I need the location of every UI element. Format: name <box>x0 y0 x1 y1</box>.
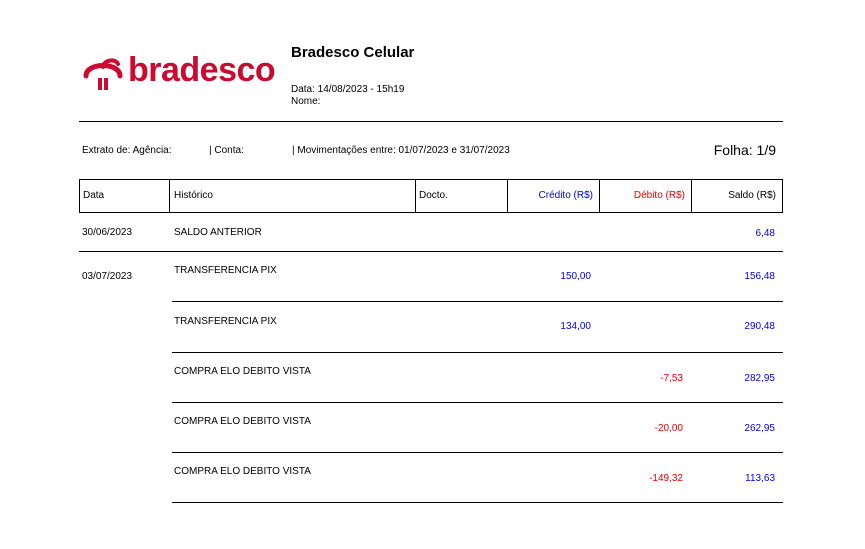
row-description: COMPRA ELO DEBITO VISTA <box>174 416 311 427</box>
row-credit: 134,00 <box>560 321 591 332</box>
row-date: 03/07/2023 <box>82 271 133 282</box>
row-balance: 262,95 <box>744 423 775 434</box>
row-divider <box>172 452 783 453</box>
row-debit: -7,53 <box>660 373 683 384</box>
bradesco-tree-icon <box>82 54 124 94</box>
col-header-docto: Docto. <box>415 180 507 212</box>
row-balance: 113,63 <box>745 473 775 484</box>
conta-label: | Conta: <box>209 145 244 156</box>
row-description: COMPRA ELO DEBITO VISTA <box>174 466 311 477</box>
row-divider <box>79 251 783 252</box>
row-divider <box>172 301 783 302</box>
col-header-data: Data <box>83 190 105 201</box>
col-header-saldo: Saldo (R$) <box>691 180 783 212</box>
row-description: COMPRA ELO DEBITO VISTA <box>174 366 311 377</box>
row-divider <box>172 502 783 503</box>
agencia-label: Extrato de: Agência: <box>82 145 172 156</box>
customer-name-label: Nome: <box>291 96 321 107</box>
col-header-debito: Débito (R$) <box>599 180 691 212</box>
bradesco-logo <box>82 48 276 100</box>
row-credit: 150,00 <box>560 271 591 282</box>
row-divider <box>172 352 783 353</box>
row-balance: 156,48 <box>744 271 775 282</box>
logo-wordmark: bradesco <box>128 51 276 89</box>
row-divider <box>172 402 783 403</box>
header-divider <box>79 121 783 122</box>
col-header-historico: Histórico <box>169 180 415 212</box>
row-balance: 290,48 <box>744 321 775 332</box>
page-counter: Folha: 1/9 <box>713 142 776 158</box>
row-debit: -20,00 <box>654 423 683 434</box>
row-balance: 6,48 <box>755 228 775 239</box>
report-date: Data: 14/08/2023 - 15h19 <box>291 84 405 95</box>
col-header-credito: Crédito (R$) <box>507 180 599 212</box>
row-description: TRANSFERENCIA PIX <box>174 316 277 327</box>
table-header <box>79 179 783 213</box>
row-description: SALDO ANTERIOR <box>174 227 262 238</box>
page-title: Bradesco Celular <box>291 44 415 61</box>
row-date: 30/06/2023 <box>82 227 133 238</box>
row-balance: 282,95 <box>744 373 775 384</box>
row-description: TRANSFERENCIA PIX <box>174 265 277 276</box>
row-debit: -149,32 <box>649 473 683 484</box>
periodo-label: | Movimentações entre: 01/07/2023 e 31/07/2023 <box>292 145 510 156</box>
